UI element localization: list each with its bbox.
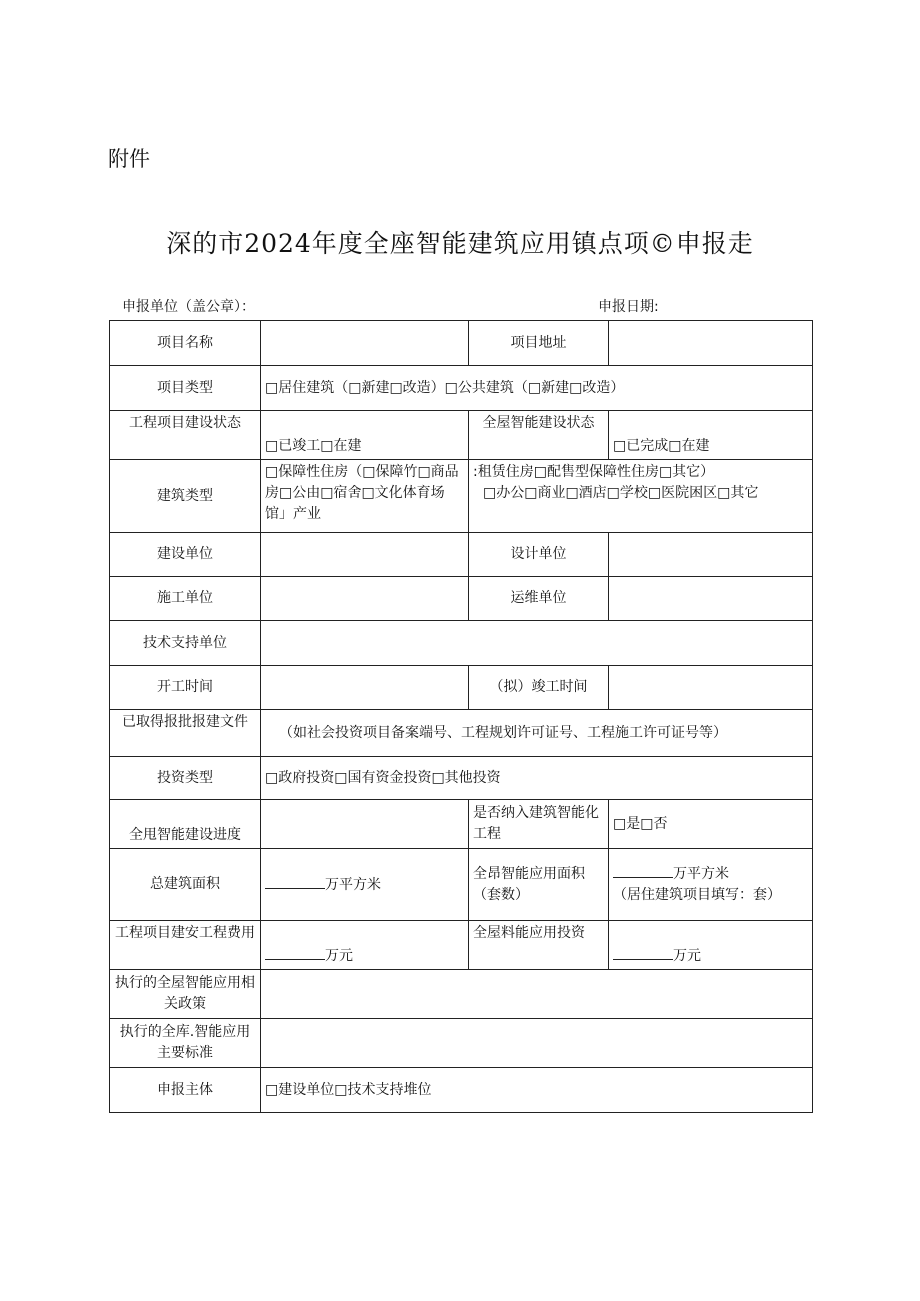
smart-progress-field[interactable] — [261, 800, 469, 849]
start-time-label: 开工时间 — [110, 666, 261, 710]
investment-type-label: 投资类型 — [110, 757, 261, 800]
install-cost-field[interactable] — [261, 921, 469, 970]
approval-docs-note[interactable]: （如社会投资项目备案端号、工程规划许可证号、工程施工许可证号等） — [261, 710, 813, 757]
building-type-right-options[interactable] — [469, 460, 813, 533]
approval-docs-label: 已取得报批报建文件 — [110, 710, 261, 757]
smart-invest-label: 全屋料能应用投资 — [469, 921, 609, 970]
policy-field[interactable] — [261, 970, 813, 1019]
construction-unit-label: 建设单位 — [110, 533, 261, 577]
smart-area-blank[interactable] — [613, 863, 673, 878]
design-unit-label: 设计单位 — [469, 533, 609, 577]
project-name-label: 项目名称 — [110, 321, 261, 366]
applicant-options[interactable]: □建设单位□技术支持堆位 — [261, 1068, 813, 1113]
total-area-field[interactable] — [261, 849, 469, 921]
building-type-left-options[interactable]: □保障性住房（□保障竹□商品房□公由□宿舍□文化体育场馆」产业 — [261, 460, 469, 533]
completion-time-field[interactable] — [609, 666, 813, 710]
operation-unit-field[interactable] — [609, 577, 813, 621]
operation-unit-label: 运维单位 — [469, 577, 609, 621]
smart-included-options[interactable]: □是□否 — [609, 800, 813, 849]
tech-support-unit-label: 技术支持单位 — [110, 621, 261, 666]
builder-unit-field[interactable] — [261, 577, 469, 621]
install-cost-label: 工程项目建安工程费用 — [110, 921, 261, 970]
smart-included-label: 是否纳入建筑智能化工程 — [469, 800, 609, 849]
building-type-right-line-2: □办公□商业□酒店□学校□医院困区□其它 — [483, 485, 759, 501]
design-unit-field[interactable] — [609, 533, 813, 577]
total-area-label: 总建筑面积 — [110, 849, 261, 921]
application-form-table — [109, 320, 813, 1113]
start-time-field[interactable] — [261, 666, 469, 710]
project-type-label: 项目类型 — [110, 366, 261, 411]
total-area-unit: 万平方米 — [325, 876, 381, 893]
investment-type-options[interactable]: □政府投资□国有资金投资□其他投资 — [261, 757, 813, 800]
building-type-right-line-1: :租赁住房□配售型保障性住房□其它） — [473, 464, 715, 480]
smart-invest-unit: 万元 — [673, 948, 701, 964]
construction-unit-field[interactable] — [261, 533, 469, 577]
policy-label: 执行的全屋智能应用相关政策 — [110, 970, 261, 1019]
smart-status-options[interactable]: □已完成□在建 — [609, 411, 813, 460]
total-area-blank[interactable] — [265, 874, 325, 889]
smart-area-unit: 万平方米 — [673, 866, 729, 882]
smart-progress-label: 全甩智能建设进度 — [110, 800, 261, 849]
standard-field[interactable] — [261, 1019, 813, 1068]
smart-invest-field[interactable] — [609, 921, 813, 970]
install-cost-blank[interactable] — [265, 945, 325, 960]
smart-area-label: 全昂智能应用面积（套数） — [469, 849, 609, 921]
attachment-label: 附件 — [108, 147, 150, 171]
install-cost-unit: 万元 — [325, 948, 353, 964]
application-date-label: 申报日期: — [598, 299, 659, 315]
tech-support-unit-field[interactable] — [261, 621, 813, 666]
building-type-label: 建筑类型 — [110, 460, 261, 533]
form-title: 深的市2024年度全座智能建筑应用镇点项©申报走 — [166, 229, 754, 258]
project-address-label: 项目地址 — [469, 321, 609, 366]
build-status-label: 工程项目建设状态 — [110, 411, 261, 460]
smart-area-field[interactable] — [609, 849, 813, 921]
project-type-options[interactable]: □居住建筑（□新建□改造）□公共建筑（□新建□改造） — [261, 366, 813, 411]
project-name-field[interactable] — [261, 321, 469, 366]
completion-time-label: （拟）竣工时间 — [469, 666, 609, 710]
applicant-label: 申报主体 — [110, 1068, 261, 1113]
builder-unit-label: 施工单位 — [110, 577, 261, 621]
build-status-options[interactable]: □已竣工□在建 — [261, 411, 469, 460]
smart-status-label: 全屋智能建设状态 — [469, 411, 609, 460]
applicant-unit-label: 申报单位（盖公章）： — [122, 299, 255, 315]
smart-area-note: （居住建筑项目填写：套） — [613, 887, 781, 903]
standard-label: 执行的全库.智能应用主要标准 — [110, 1019, 261, 1068]
smart-invest-blank[interactable] — [613, 945, 673, 960]
project-address-field[interactable] — [609, 321, 813, 366]
